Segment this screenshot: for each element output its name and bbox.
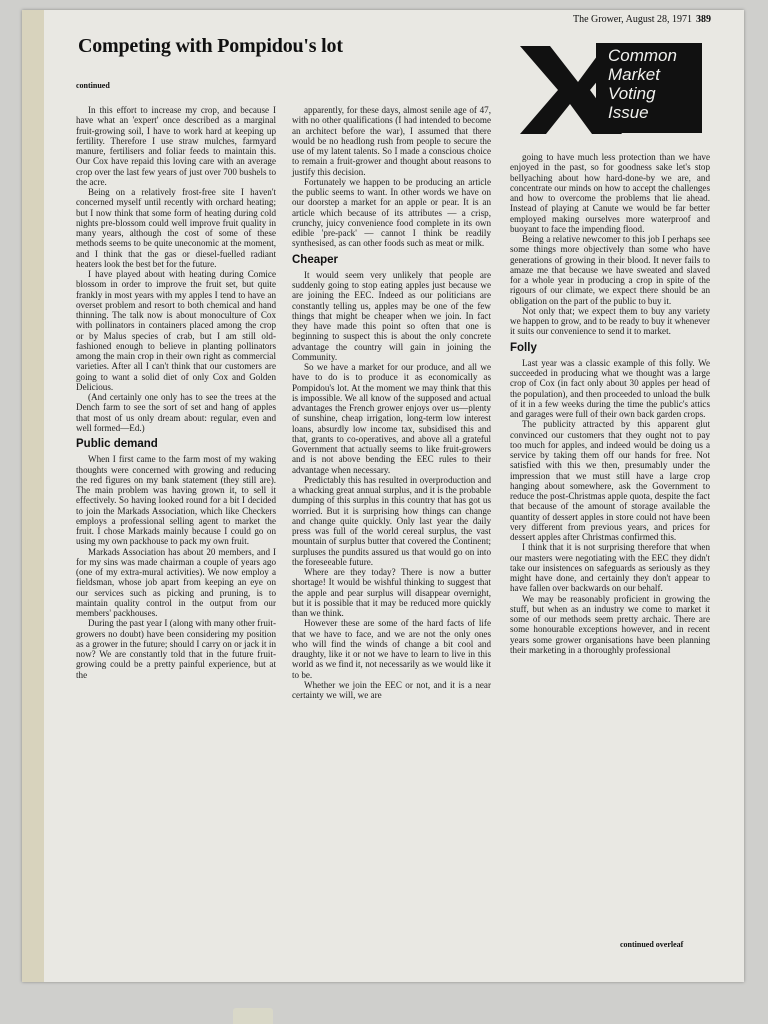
binder-clip bbox=[233, 1008, 273, 1024]
subheading-folly: Folly bbox=[510, 341, 537, 354]
magazine-page bbox=[22, 10, 744, 982]
paragraph: We may be reasonably proficient in growing the stuff, but when as an industry we come to market it some of our methods seem pretty archaic. There are some honourable exceptions however, and in recent years some grower organisations have been planning their marketing in a thoroughly professional bbox=[510, 593, 710, 655]
paragraph: Predictably this has resulted in overproduction and a whacking great annual surplus, and it is the probable dumping of this surplus in this country that has got us worried. But it is surprising how things can change and change quite quickly. Only last year the daily press was full of the world cereal surplus, the vast mountain of surplus butter that covered the Continent; surpluses the pundits assured us that would go on into the foreseeable future. bbox=[292, 474, 491, 567]
column-1 bbox=[76, 105, 276, 680]
paragraph: Fortunately we happen to be producing an article the public seems to want. In other words we have on our doorstep a market for an apple or pear. It is an article which because of its attributes — a crisp, crunchy, juicy convenience food complete in its own edible 'pre-pack' — cannot I think be readily synthesised, as can other foods such as meat or milk. bbox=[292, 176, 491, 249]
paragraph: Markads Association has about 20 members, and I for my sins was made chairman a couple of years ago (one of my extra-mural activities). We now employ a fieldsman, whose job apart from keeping an eye on our services such as picking and pruning, is to maintain quality control in the output from our members' packhouses. bbox=[76, 546, 276, 618]
running-head: The Grower, August 28, 1971 bbox=[572, 14, 692, 25]
paragraph: The publicity attracted by this apparent glut convinced our customers that they ought not to pay too much for apples, and indeed would be doing us a service by taking them off our hands for free. Not satisfied with this we then, presumably under the impression that we must still have a large crop hanging about somewhere, ask the Government to reduce the post-Christmas apple quota, despite the fact that because of the amount of storage available the quantity of dessert apples in store could not have been very different from previous years, and prices for dessert apples after Christmas confirmed this. bbox=[510, 419, 710, 542]
continued-label: continued bbox=[76, 81, 110, 90]
page-number: 389 bbox=[696, 14, 711, 25]
paragraph: So we have a market for our produce, and all we have to do is to produce it as economically as Pompidou's lot. At the moment we may think that this is impossible. We all know of the supposed and actual advantages the French grower enjoys over us—plenty of sunshine, cheap irrigation, long-term low interest loans, absurdly low income tax, subsidised this and that, grants to co-operatives, and above all a grateful Government that actually seems to like fruit-growers and is not above bending the EEC rules to their advantage when necessary. bbox=[292, 362, 491, 475]
paragraph: Whether we join the EEC or not, and it is a near certainty we will, we are bbox=[292, 679, 491, 700]
paragraph: Being on a relatively frost-free site I haven't concerned myself until recently with orchard heating; but I now think that some form of heating during cold nights pre-blossom could well improve fruit quality in many years, although the cost of some of these methods seems to be quite uneconomic at the moment, and I think that the gas or diesel-fuelled radiant heaters look the best bet for the future. bbox=[76, 187, 276, 269]
paragraph: In this effort to increase my crop, and because I have what an 'expert' once described as a marginal fruit-growing soil, I have to work hard at keeping up fertility. Therefore I use straw mulches, farmyard manure, fertilisers and foliar feeds to maintain this. Our Cox have repaid this loving care with an average crop over the last few years of just over 700 bushels to the acre. bbox=[76, 105, 276, 187]
page-gutter bbox=[22, 10, 44, 982]
logo-line: Issue bbox=[608, 103, 649, 122]
logo-text bbox=[608, 46, 677, 122]
paragraph: going to have much less protection than we have enjoyed in the past, so for goodness sake let's stop bellyaching about how hard-done-by we are, and concentrate our minds on how to accept the challenges and how to overcome the problems that lie ahead. Instead of playing at Canute we would be far better employed making ourselves more waterproof and buoyant to face the impending flood. bbox=[510, 152, 710, 234]
logo-line: Market bbox=[608, 65, 660, 84]
paragraph: I think that it is not surprising therefore that when our masters were negotiating with the EEC they didn't take our insistences on safeguards as seriously as they might have done, and certainly they don't appear to have fallen over backwards on our behalf. bbox=[510, 542, 710, 594]
paragraph: However these are some of the hard facts of life that we have to face, and we are not the only ones who will find the winds of change a bit cool and draughty, like it or not we have to learn to live in this world as we find it, not necessarily as we would like it to be. bbox=[292, 618, 491, 680]
paragraph: Where are they today? There is now a butter shortage! It would be wishful thinking to suggest that the apple and pear surplus will disappear overnight, but it is possible that it may be reduced more quickly than we think. bbox=[292, 567, 491, 618]
subheading-cheaper: Cheaper bbox=[292, 253, 339, 266]
paragraph: During the past year I (along with many other fruit-growers no doubt) have been considering my position as a grower in the future; should I carry on or jack it in now? We are constantly told that in the future fruit-growing could be a pretty painful experience, but at the bbox=[76, 618, 276, 680]
paragraph: Last year was a classic example of this folly. We succeeded in producing what we thought was a large crop of Cox (in fact only about 30 apples per head of the population), and then proceeded to unload the bulk of it in a few weeks during the time the public's attics and garages were full of their own back garden crops. bbox=[510, 357, 710, 419]
logo-line: Voting bbox=[608, 84, 656, 103]
paragraph: apparently, for these days, almost senile age of 47, with no other qualifications (I had intended to become an architect before the war), I assumed that there would be no headlong rush from people to secure the use of my latent talents. So I made a conscious choice to remain a fruit-grower and thought about reasons to justify this decision. bbox=[292, 105, 491, 177]
continued-overleaf: continued overleaf bbox=[620, 940, 684, 949]
column-2 bbox=[292, 105, 491, 700]
paragraph: When I first came to the farm most of my waking thoughts were concerned with growing and reducing the red figures on my bank statement (they still are). The main problem was having grown it, to sell it effectively. So having looked round for a bit I decided to join the Markads Association, which like Checkers employs a professional selling agent to market the fruit. I chose Markads mainly because I could go on using my own packhouse to pack my own fruit. bbox=[76, 454, 276, 547]
article-title: Competing with Pompidou's lot bbox=[78, 35, 343, 57]
paragraph: It would seem very unlikely that people are suddenly going to stop eating apples just because we are joining the EEC. Indeed as our politicians are constantly telling us, apples may be one of the few things that might be cheaper when we join. In fact they have made this point so often that one is beginning to suspect this is about the only concrete advantage the country will gain in joining the Community. bbox=[292, 269, 491, 362]
common-market-logo bbox=[516, 38, 708, 138]
running-header bbox=[573, 14, 711, 25]
paragraph: (And certainly one only has to see the trees at the Dench farm to see the sort of set and hang of apples that most of us only dream about: regular, even and well formed—Ed.) bbox=[76, 392, 276, 433]
subheading-public-demand: Public demand bbox=[76, 438, 158, 450]
paragraph: Being a relative newcomer to this job I perhaps see some things more objectively than some who have generations of growing in their blood. It never fails to amaze me that because we have sweated and slaved for a whole year in producing a crop in spite of the rigours of our climate, we expect there should be an obligation on the part of the public to buy it. bbox=[510, 234, 710, 306]
logo-line: Common bbox=[608, 46, 677, 65]
column-3 bbox=[510, 152, 710, 655]
paragraph: I have played about with heating during Comice blossom in order to improve the fruit set, but quite frankly in most years with my apples I tend to have an overset problem and resort to both chemical and hand thinning. The talk now is about monoculture of Cox with pollinators in containers placed among the crop or by Malus species of crab, but I am still old-fashioned enough to believe in planting pollinators among the main crop in their own right as commercial varieties. After all I can't think that our customers are going to want a solid diet of only Cox and Golden Delicious. bbox=[76, 269, 276, 392]
paragraph: Not only that; we expect them to buy any variety we happen to grow, and to be ready to buy it whenever it suits our convenience to send it to market. bbox=[510, 305, 710, 337]
